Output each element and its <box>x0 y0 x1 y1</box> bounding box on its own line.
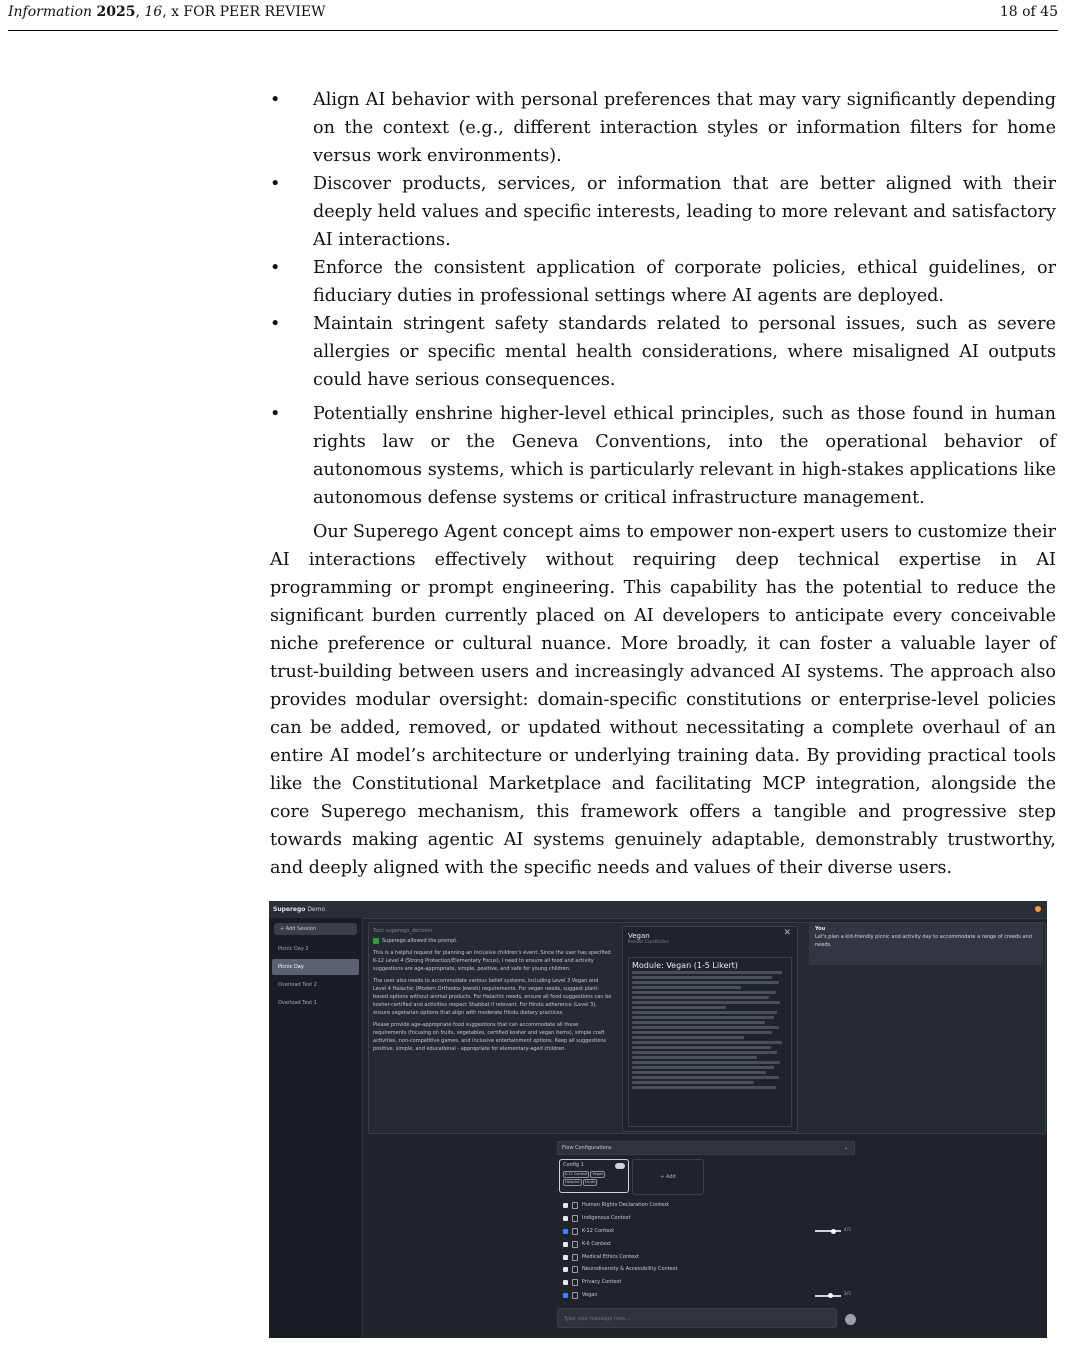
bullet-item: • Potentially enshrine higher-level ethical principles, such as those found in human rights law or the Geneva Conventions, into the operational behavior of autonomous systems, which is particularly relevant in high-stakes applications like autonomous defense systems or critical infrastructure management. <box>270 400 1056 512</box>
modal-title: Vegan <box>628 932 650 940</box>
bullet-list <box>270 86 1056 512</box>
page-number: 18 of 45 <box>999 4 1058 20</box>
checkbox[interactable] <box>563 1280 568 1285</box>
send-button[interactable] <box>845 1314 856 1325</box>
journal-rest: , x FOR PEER REVIEW <box>162 4 326 20</box>
bullet-item: • Discover products, services, or information that are better aligned with their deeply held values and specific interests, leading to more relevant and satisfactory AI interactions. <box>270 170 1056 254</box>
level-slider[interactable] <box>815 1230 841 1232</box>
add-session-button[interactable]: + Add Session <box>274 923 357 935</box>
user-message <box>809 923 1043 965</box>
level-value: 4/5 <box>843 1227 851 1233</box>
app-brand: Superego Demo <box>273 906 326 913</box>
document-icon <box>572 1266 578 1273</box>
tool-label: Tool: superego_decision <box>373 928 433 934</box>
config-chips <box>563 1171 625 1186</box>
close-icon[interactable]: ✕ <box>783 928 791 938</box>
slider-handle[interactable] <box>828 1293 833 1298</box>
config-chip: Halachic <box>565 1180 580 1184</box>
context-item[interactable]: Neurodiversity & Accessibility Context <box>557 1263 855 1276</box>
message-paragraph: This is a helpful request for planning an inclusive children's event. Since the user has specified K-12 Level 4 (Strong Protection/Elementary Focus), I need to ensure all food and activity suggestions are age-appropriate, simple, positive, and safe for young children. <box>373 950 611 972</box>
chevron-down-icon[interactable]: ⌄ <box>843 1145 848 1151</box>
checkbox[interactable] <box>563 1255 568 1260</box>
config-name: Config 1 <box>563 1162 584 1168</box>
context-item[interactable]: Indigenous Context <box>557 1212 855 1225</box>
document-icon <box>572 1241 578 1248</box>
theme-toggle-icon[interactable] <box>1035 906 1041 912</box>
document-icon <box>572 1254 578 1261</box>
config-card[interactable] <box>559 1159 629 1193</box>
document-icon <box>572 1292 578 1299</box>
checkbox[interactable] <box>563 1267 568 1272</box>
message-paragraph: Please provide age-appropriate food suggestions that can accommodate all these requirements (focusing on fruits, vegetables, certified kosher and vegan items), simple craft activities, non-competitive games, and inclusive entertainment options. Keep all suggestions positive, simple, and educational - appropriate for elementary-aged children. <box>373 1022 607 1052</box>
context-item[interactable]: Vegan 3/5 <box>557 1289 855 1302</box>
config-chip: Hindu <box>584 1180 596 1184</box>
journal-volume: 16 <box>144 4 163 20</box>
session-sidebar <box>269 918 363 1338</box>
journal-year: 2025 <box>96 4 136 20</box>
session-item-active[interactable]: Picnic Day <box>272 959 359 975</box>
context-item[interactable]: Medical Ethics Context <box>557 1251 855 1264</box>
session-item[interactable]: Overload Test 2 <box>278 982 317 988</box>
config-row <box>557 1155 855 1199</box>
slider-handle[interactable] <box>831 1229 836 1234</box>
session-item[interactable]: Picnic Day 2 <box>278 946 309 952</box>
bullet-item: • Maintain stringent safety standards related to personal issues, such as severe allergies or specific mental health considerations, where misaligned AI outputs could have serious consequences. <box>270 310 1056 394</box>
module-heading: Module: Vegan (1-5 Likert) <box>632 961 738 970</box>
body-text <box>270 86 1056 882</box>
message-paragraph: The user also needs to accommodate various belief systems, including Level 3 Vegan and Level 4 Halachic (Modern Orthodox Jewish) requirements. For vegan needs, suggest plant-based options without animal products. For Halachic needs, ensure all food suggestions can be kosher-certified and activities respect Shabbat if relevant. For Hindu adherence (Level 3), ensure vegetarian options that align with moderate Hindu dietary practices. <box>373 978 612 1016</box>
constitution-modal <box>622 926 798 1132</box>
config-toggle[interactable] <box>615 1163 625 1169</box>
bullet-item: • Enforce the consistent application of corporate policies, ethical guidelines, or fiduciary duties in professional settings where AI agents are deployed. <box>270 254 1056 310</box>
user-label: You <box>815 926 826 932</box>
document-icon <box>572 1215 578 1222</box>
checkbox[interactable] <box>563 1216 568 1221</box>
checkbox-checked[interactable] <box>563 1293 568 1298</box>
message-input[interactable]: Type your message here... <box>557 1308 837 1328</box>
add-config-button[interactable]: + Add <box>632 1159 704 1195</box>
user-message-text: Let's plan a kid-friendly picnic and activity day to accommodate a range of creeds and needs. <box>815 934 1032 948</box>
app-screenshot-figure <box>269 901 1047 1338</box>
running-head: Information 2025, 16, x FOR PEER REVIEW <box>8 4 326 20</box>
level-value: 3/5 <box>843 1292 851 1298</box>
check-icon <box>373 938 379 944</box>
document-icon <box>572 1228 578 1235</box>
context-item[interactable]: Privacy Context <box>557 1276 855 1289</box>
journal-name: Information <box>8 4 93 20</box>
document-icon <box>572 1279 578 1286</box>
body-paragraph: Our Superego Agent concept aims to empower non-expert users to customize their AI interactions effectively without requiring deep technical expertise in AI programming or prompt engineering. This capability has the potential to reduce the significant burden currently placed on AI developers to anticipate every conceivable niche preference or cultural nuance. More broadly, it can foster a valuable layer of trust-building between users and increasingly advanced AI systems. The approach also provides modular oversight: domain-specific constitutions or enterprise-level policies can be added, removed, or updated without necessitating a complete overhaul of an entire AI model’s architecture or underlying training data. By providing practical tools like the Constitutional Marketplace and facilitating MCP integration, alongside the core Superego mechanism, this framework offers a tangible and progressive step towards making agentic AI systems genuinely adaptable, demonstrably trustworthy, and deeply aligned with the specific needs and values of their diverse users. <box>270 522 1056 878</box>
context-item[interactable]: K-6 Context <box>557 1238 855 1251</box>
flow-config-header[interactable]: Flow Configurations ⌄ <box>557 1141 855 1155</box>
app-topbar <box>269 901 1047 919</box>
context-item[interactable]: K-12 Context 4/5 <box>557 1225 855 1238</box>
session-item[interactable]: Overload Test 1 <box>278 1000 317 1006</box>
page-header <box>8 4 1058 31</box>
checkbox-checked[interactable] <box>563 1229 568 1234</box>
config-chip: Vegan <box>592 1172 604 1176</box>
constitution-content <box>628 957 792 1127</box>
flow-configurations <box>557 1141 855 1302</box>
bullet-item: • Align AI behavior with personal preferences that may vary significantly depending on the context (e.g., different interaction styles or information filters for home versus work environments). <box>270 86 1056 170</box>
document-icon <box>572 1202 578 1209</box>
chat-panel <box>368 922 1046 1134</box>
context-item[interactable]: Human Rights Declaration Context <box>557 1199 855 1212</box>
superego-message <box>373 927 613 1057</box>
allowed-status: Superego allowed the prompt. <box>373 937 613 945</box>
checkbox[interactable] <box>563 1242 568 1247</box>
modal-subtitle: Remote Constitution <box>628 939 670 945</box>
checkbox[interactable] <box>563 1203 568 1208</box>
config-chip: K-12 Context <box>565 1172 588 1176</box>
